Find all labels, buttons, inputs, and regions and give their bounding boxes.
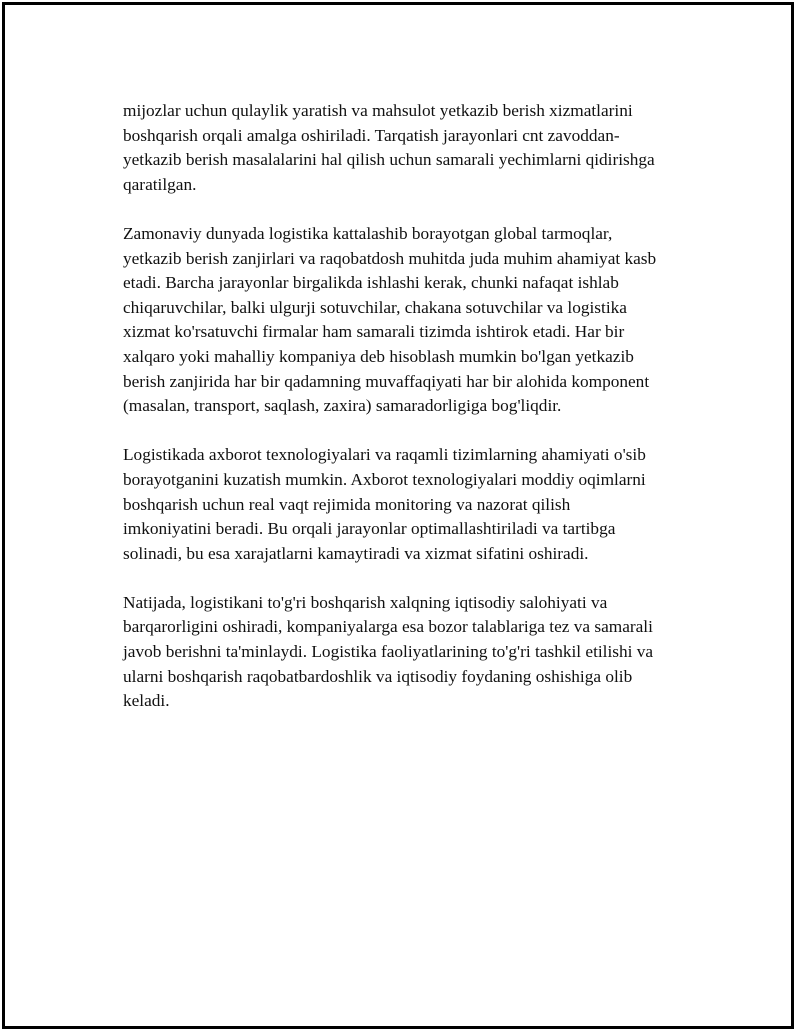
text-line: qaratilgan.: [123, 174, 197, 194]
text-line: imkoniyatini beradi. Bu orqali jarayonlar optimallashtiriladi va tartibga: [123, 519, 616, 539]
document-body: [123, 99, 703, 738]
text-line: yetkazib berish masalalarini hal qilish uchun samarali yechimlarni qidirishga: [123, 150, 655, 170]
text-line: chiqaruvchilar, balki ulgurji sotuvchilar, chakana sotuvchilar va logistika: [123, 297, 627, 317]
text-line: xizmat ko'rsatuvchi firmalar ham samarali tizimda ishtirok etadi. Har bir: [123, 322, 625, 342]
text-line: ularni boshqarish raqobatbardoshlik va iqtisodiy foydaning oshishiga olib: [123, 666, 633, 686]
text-line: boshqarish uchun real vaqt rejimida monitoring va nazorat qilish: [123, 494, 571, 514]
text-line: berish zanjirida har bir qadamning muvaffaqiyati har bir alohida komponent: [123, 371, 650, 391]
text-line: barqarorligini oshiradi, kompaniyalarga esa bozor talablariga tez va samarali: [123, 617, 653, 637]
text-line: (masalan, transport, saqlash, zaxira) samaradorligiga bog'liqdir.: [123, 396, 562, 416]
paragraph-1: [123, 99, 703, 197]
text-line: yetkazib berish zanjirlari va raqobatdosh muhitda juda muhim ahamiyat kasb: [123, 248, 657, 268]
text-line: xalqaro yoki mahalliy kompaniya deb hisoblash mumkin bo'lgan yetkazib: [123, 346, 634, 366]
text-line: keladi.: [123, 691, 170, 711]
text-line: borayotganini kuzatish mumkin. Axborot texnologiyalari moddiy oqimlarni: [123, 469, 646, 489]
page-frame: [2, 2, 794, 1029]
text-line: boshqarish orqali amalga oshiriladi. Tarqatish jarayonlari cnt zavoddan-: [123, 125, 620, 145]
paragraph-3: [123, 443, 703, 566]
paragraph-4: [123, 591, 703, 714]
text-line: Zamonaviy dunyada logistika kattalashib borayotgan global tarmoqlar,: [123, 223, 613, 243]
text-line: Natijada, logistikani to'g'ri boshqarish xalqning iqtisodiy salohiyati va: [123, 592, 608, 612]
text-line: javob berishni ta'minlaydi. Logistika faoliyatlarining to'g'ri tashkil etilishi va: [123, 642, 654, 662]
text-line: solinadi, bu esa xarajatlarni kamaytiradi va xizmat sifatini oshiradi.: [123, 543, 589, 563]
text-line: etadi. Barcha jarayonlar birgalikda ishlashi kerak, chunki nafaqat ishlab: [123, 273, 619, 293]
text-line: mijozlar uchun qulaylik yaratish va mahsulot yetkazib berish xizmatlarini: [123, 101, 633, 120]
text-line: Logistikada axborot texnologiyalari va raqamli tizimlarning ahamiyati o'sib: [123, 445, 646, 465]
paragraph-2: [123, 222, 703, 419]
